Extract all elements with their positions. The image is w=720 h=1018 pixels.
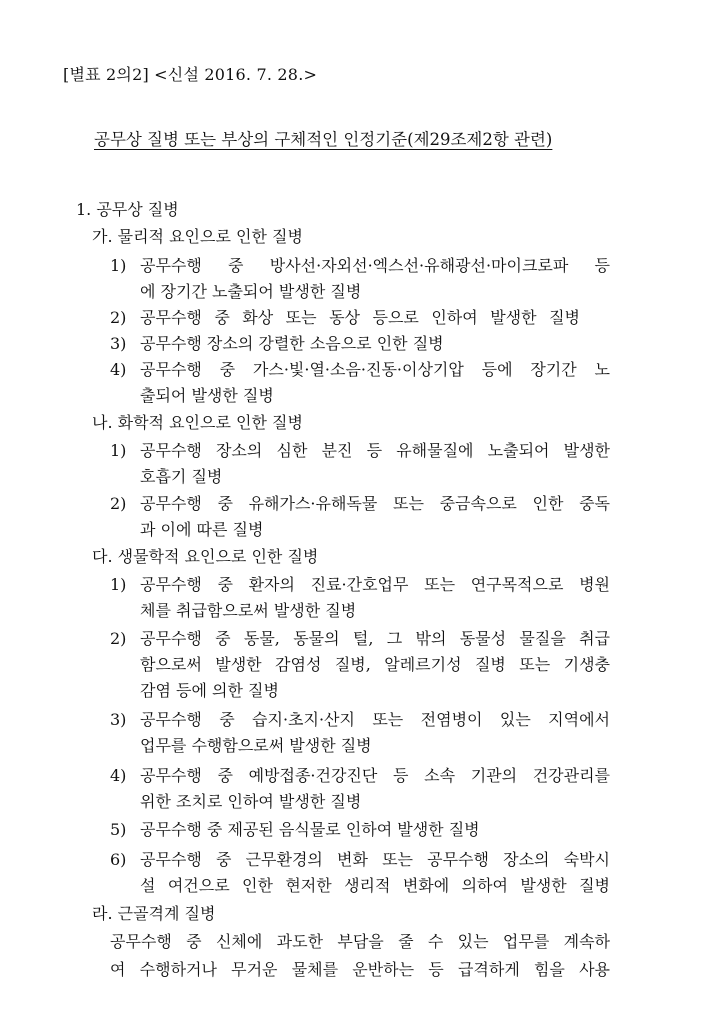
item-text: 체를 취급함으로써 발생한 질병 [140, 601, 357, 620]
item-text: 공무수행 중 가스·빛·열·소음·진동·이상기압 등에 장기간 노 [140, 360, 610, 379]
item-number: 2) [110, 494, 127, 513]
group-heading-na: 나. 화학적 요인으로 인한 질병 [92, 413, 303, 432]
item-number: 1) [110, 441, 127, 460]
item-text: 출되어 발생한 질병 [140, 386, 274, 405]
item-number: 3) [110, 334, 127, 353]
item-number: 1) [110, 256, 127, 275]
item-text: 에 장기간 노출되어 발생한 질병 [140, 282, 362, 301]
item-text: 설 여건으로 인한 현저한 생리적 변화에 의하여 발생한 질병 [140, 876, 610, 895]
item-text: 공무수행 중 화상 또는 동상 등으로 인하여 발생한 질병 [140, 308, 580, 327]
item-text: 공무수행 중 유해가스·유해독물 또는 중금속으로 인한 중독 [140, 494, 610, 513]
item-number: 5) [110, 820, 127, 839]
item-number: 2) [110, 308, 127, 327]
paragraph-line: 여 수행하거나 무거운 물체를 운반하는 등 급격하게 힘을 사용 [110, 960, 610, 979]
item-text: 호흡기 질병 [140, 467, 223, 486]
item-text: 공무수행 중 환자의 진료·간호업무 또는 연구목적으로 병원 [140, 575, 610, 594]
item-text: 공무수행 중 제공된 음식물로 인하여 발생한 질병 [140, 820, 480, 839]
item-number: 3) [110, 710, 127, 729]
item-text: 공무수행 중 방사선·자외선·엑스선·유해광선·마이크로파 등 [140, 256, 610, 275]
item-text: 공무수행 중 습지·초지·산지 또는 전염병이 있는 지역에서 [140, 710, 610, 729]
item-text: 공무수행 중 동물, 동물의 털, 그 밖의 동물성 물질을 취급 [140, 629, 610, 648]
item-number: 6) [110, 850, 127, 869]
group-heading-ga: 가. 물리적 요인으로 인한 질병 [92, 227, 303, 246]
item-text: 공무수행 중 근무환경의 변화 또는 공무수행 장소의 숙박시 [140, 850, 610, 869]
item-text: 공무수행 장소의 강렬한 소음으로 인한 질병 [140, 334, 444, 353]
item-text: 공무수행 중 예방접종·건강진단 등 소속 기관의 건강관리를 [140, 766, 610, 785]
document-title: 공무상 질병 또는 부상의 구체적인 인정기준(제29조제2항 관련) [94, 130, 553, 149]
item-number: 4) [110, 360, 127, 379]
group-heading-da: 다. 생물학적 요인으로 인한 질병 [92, 547, 319, 566]
item-number: 2) [110, 629, 127, 648]
section-heading: 1. 공무상 질병 [76, 200, 179, 219]
group-heading-ra: 라. 근골격계 질병 [92, 904, 216, 923]
item-text: 업무를 수행함으로써 발생한 질병 [140, 736, 372, 755]
item-number: 1) [110, 575, 127, 594]
item-text: 감염 등에 의한 질병 [140, 681, 279, 700]
paragraph-line: 공무수행 중 신체에 과도한 부담을 줄 수 있는 업무를 계속하 [110, 932, 610, 951]
annex-header: [별표 2의2] <신설 2016. 7. 28.> [63, 65, 318, 84]
item-text: 함으로써 발생한 감염성 질병, 알레르기성 질병 또는 기생충 [140, 655, 610, 674]
item-text: 위한 조치로 인하여 발생한 질병 [140, 792, 362, 811]
item-text: 과 이에 따른 질병 [140, 520, 264, 539]
item-number: 4) [110, 766, 127, 785]
item-text: 공무수행 장소의 심한 분진 등 유해물질에 노출되어 발생한 [140, 441, 610, 460]
